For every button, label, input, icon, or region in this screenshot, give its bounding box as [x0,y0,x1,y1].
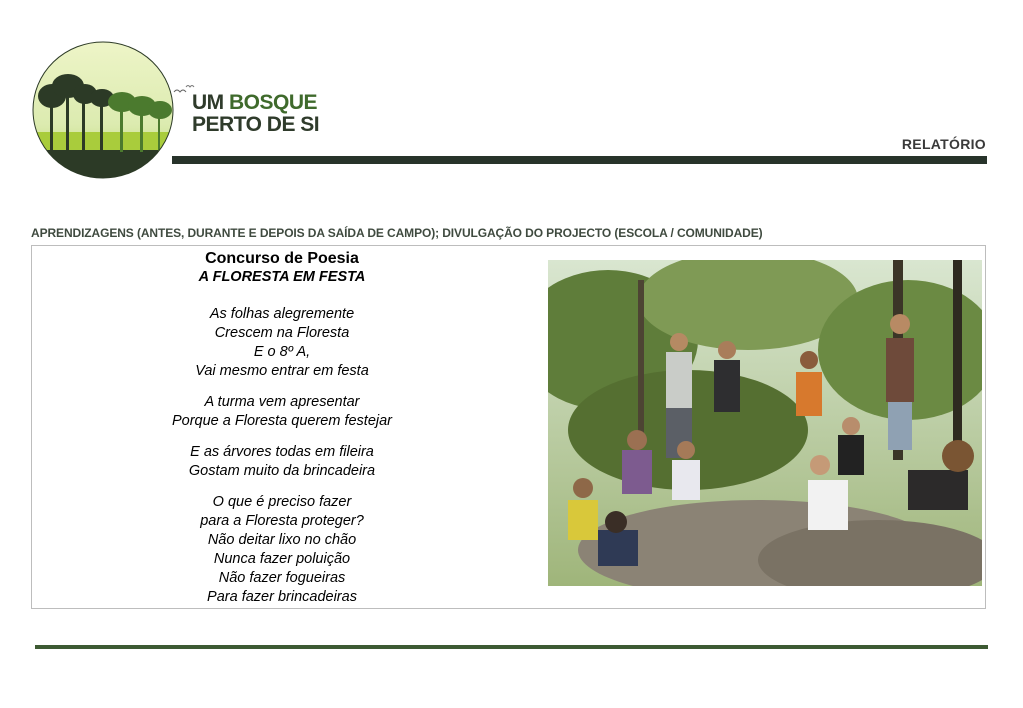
header-divider-bar [172,156,987,164]
poem-line: E as árvores todas em fileira [190,444,374,460]
poem-title: Concurso de Poesia [205,250,359,267]
brand-line-2: PERTO DE SI [192,113,320,136]
brand-word-bosque: BOSQUE [229,91,318,114]
poem [32,249,532,607]
poem-line: O que é preciso fazer [212,494,352,510]
report-label: RELATÓRIO [901,136,986,152]
footer-divider-line [35,645,988,649]
content-panel [31,245,986,609]
poem-stanza [32,443,532,481]
brand-word-um: UM [192,91,224,114]
poem-line: As folhas alegremente [209,306,355,322]
poem-line: Nunca fazer poluição [213,551,351,567]
poem-line: Vai mesmo entrar em festa [195,363,369,379]
poem-line: Gostam muito da brincadeira [188,463,376,479]
poem-stanza [32,393,532,431]
poem-stanza [32,493,532,607]
poem-line: Para fazer brincadeiras [207,589,357,605]
poem-line: A turma vem apresentar [204,394,360,410]
brand-wordmark [192,92,319,136]
poem-line: para a Floresta proteger? [200,513,364,529]
poem-line: Não deitar lixo no chão [207,532,357,548]
section-heading: APRENDIZAGENS (ANTES, DURANTE E DEPOIS DA SAÍDA DE CAMPO); DIVULGAÇÃO DO PROJECTO (ESCOLA / COMUNIDADE) [31,226,763,240]
poem-stanza [32,305,532,381]
poem-line: Porque a Floresta querem festejar [171,413,393,429]
field-trip-photo [548,260,982,586]
poem-line: E o 8º A, [253,344,311,360]
logo-emblem [30,40,176,180]
poem-subtitle: A FLORESTA EM FESTA [198,269,366,285]
poem-line: Não fazer fogueiras [218,570,346,586]
poem-line: Crescem na Floresta [214,325,350,341]
